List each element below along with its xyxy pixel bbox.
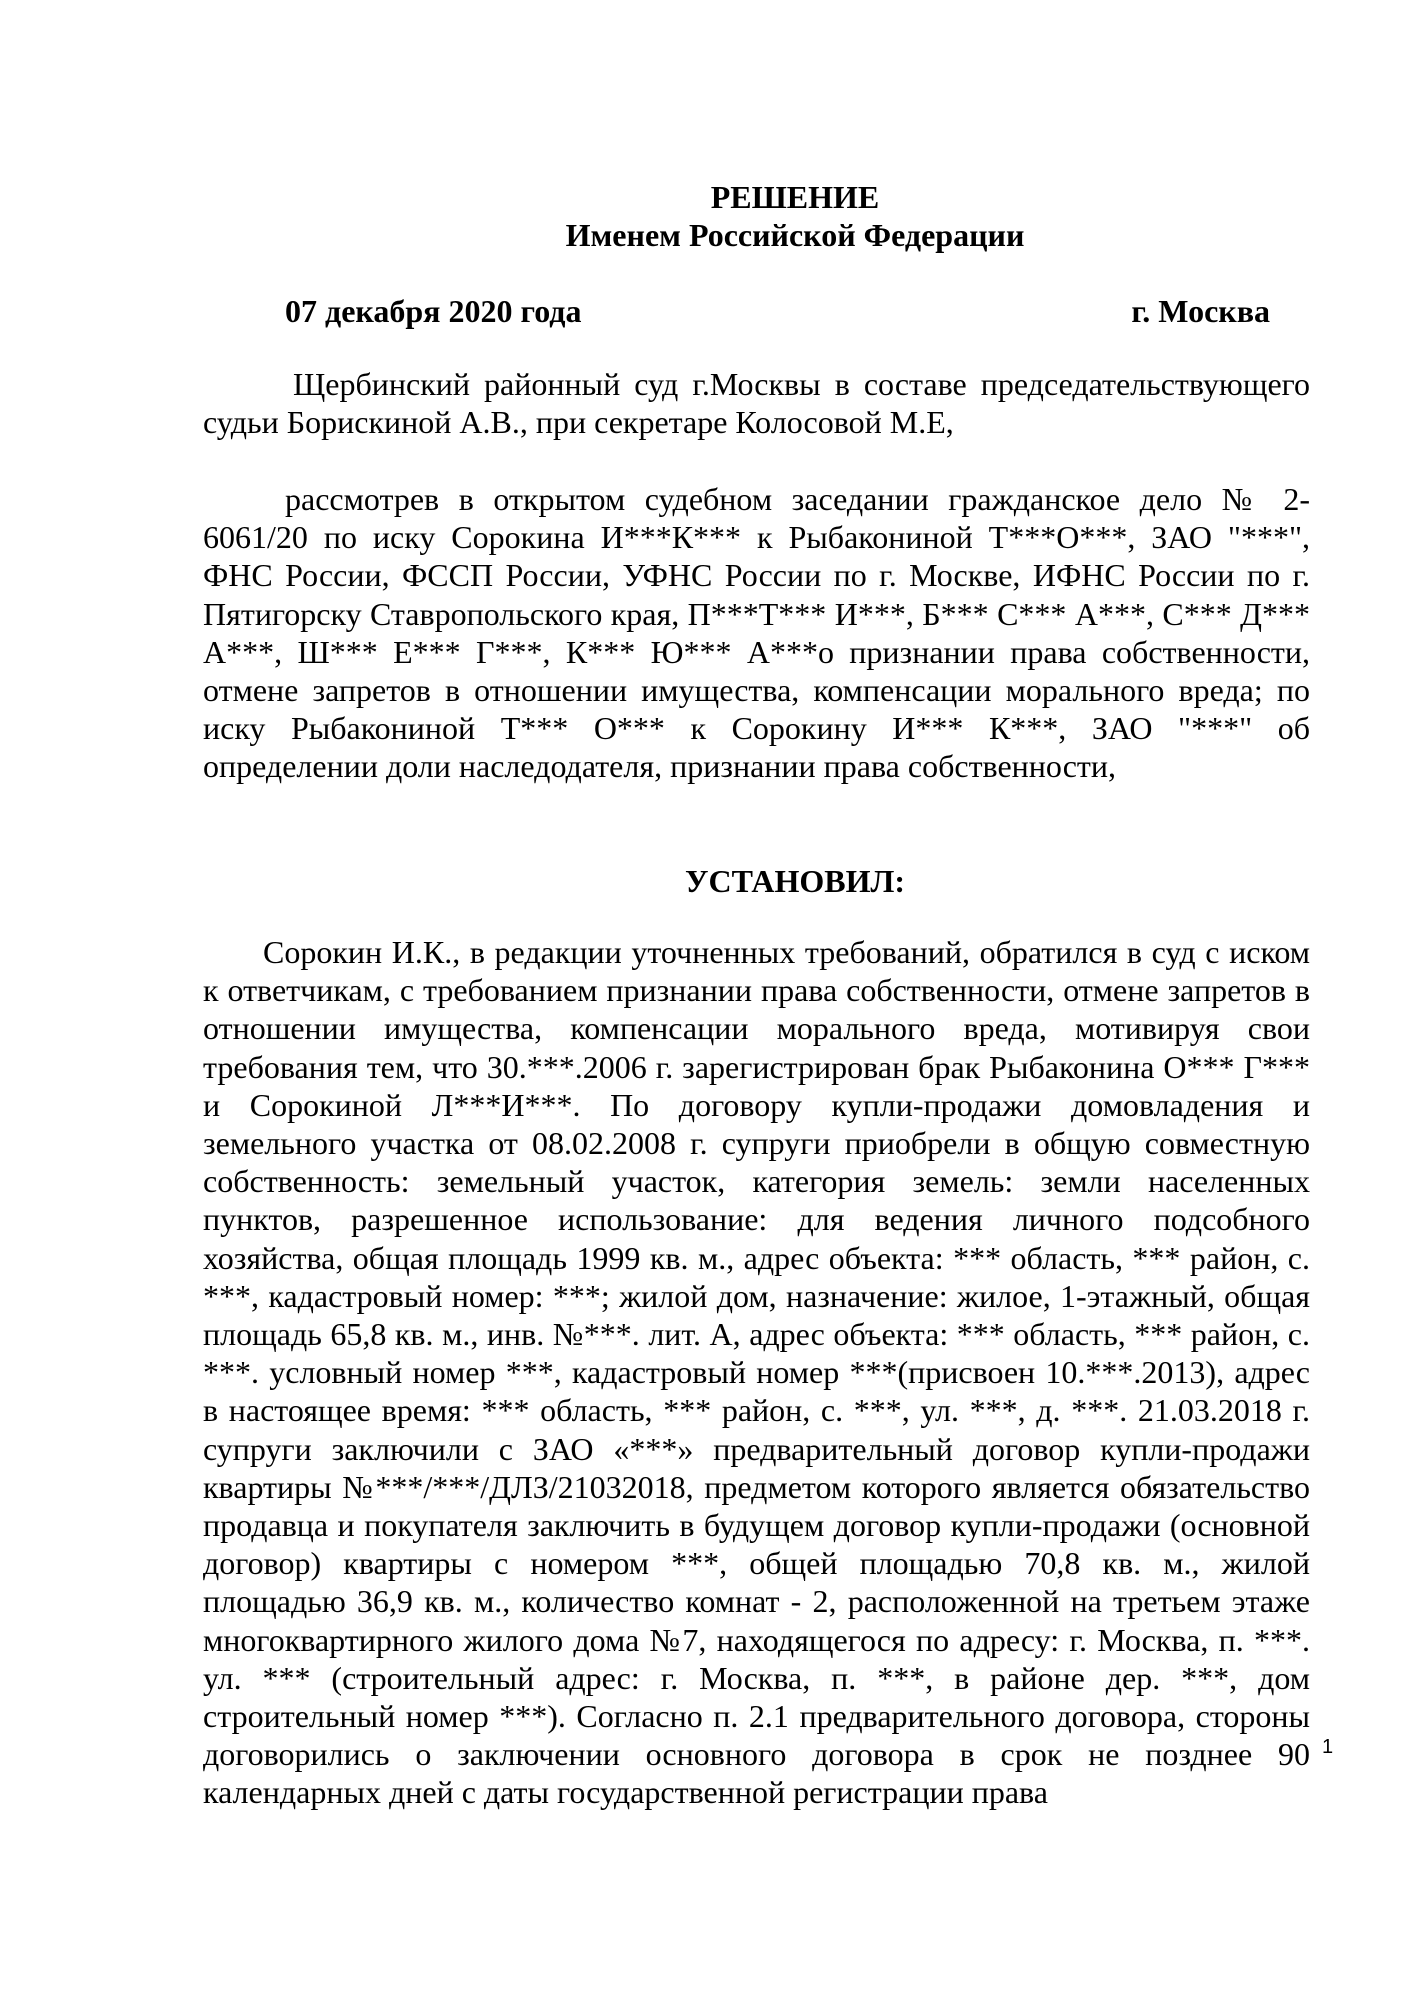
case-description-paragraph: рассмотрев в открытом судебном заседании гражданское дело № 2-6061/20 по иску Сорокина И***К*** к Рыбакониной Т***О***, ЗАО "***", ФНС России, ФССП России, УФНС России по г. Москве, ИФНС России по г. Пятигорску Ставропольского края, П***Т*** И***, Б*** С*** А***, С*** Д*** А***, Ш*** Е*** Г***, К*** Ю*** А***о признании права собственности, отмене запретов в отношении имущества, компенсации морального вреда; по иску Рыбакониной Т*** О*** к Сорокину И*** К***, ЗАО "***" об определении доли наследодателя, признании права собственности, <box>203 481 1310 785</box>
established-heading: УСТАНОВИЛ: <box>685 863 905 899</box>
document-title: РЕШЕНИЕ <box>710 179 880 215</box>
document-subtitle: Именем Российской Федерации <box>565 217 1025 253</box>
page-number: 1 <box>1322 1736 1334 1758</box>
court-composition-paragraph: Щербинский районный суд г.Москвы в составе председательствующего судьи Борискиной А.В., при секретаре Колосовой М.Е, <box>203 366 1310 441</box>
established-paragraph: Сорокин И.К., в редакции уточненных требований, обратился в суд с иском к ответчикам, с требованием признании права собственности, отмене запретов в отношении имущества, компенсации морального вреда, мотивируя свои требования тем, что 30.***.2006 г. зарегистрирован брак Рыбаконина О*** Г*** и Сорокиной Л***И***. По договору купли-продажи домовладения и земельного участка от 08.02.2008 г. супруги приобрели в общую совместную собственность: земельный участок, категория земель: земли населенных пунктов, разрешенное использование: для ведения личного подсобного хозяйства, общая площадь 1999 кв. м., адрес объекта: *** область, *** район, с. ***, кадастровый номер: ***; жилой дом, назначение: жилое, 1-этажный, общая площадь 65,8 кв. м., инв. №***. лит. А, адрес объекта: *** область, *** район, с. ***. условный номер ***, кадастровый номер ***(присвоен 10.***.2013), адрес в настоящее время: *** область, *** район, с. ***, ул. ***, д. ***. 21.03.2018 г. супруги заключили с ЗАО «***» предварительный договор купли-продажи квартиры №***/***/ДЛЗ/21032018, предметом которого является обязательство продавца и покупателя заключить в будущем договор купли-продажи (основной договор) квартиры с номером ***, общей площадью 70,8 кв. м., жилой площадью 36,9 кв. м., количество комнат - 2, расположенной на третьем этаже многоквартирного жилого дома №7, находящегося по адресу: г. Москва, п. ***. ул. *** (строительный адрес: г. Москва, п. ***, в районе дер. ***, дом строительный номер ***). Согласно п. 2.1 предварительного договора, стороны договорились о заключении основного договора в срок не позднее 90 календарных дней с даты государственной регистрации права <box>203 934 1310 1811</box>
decision-date: 07 декабря 2020 года <box>285 293 582 329</box>
decision-city: г. Москва <box>1131 293 1270 329</box>
